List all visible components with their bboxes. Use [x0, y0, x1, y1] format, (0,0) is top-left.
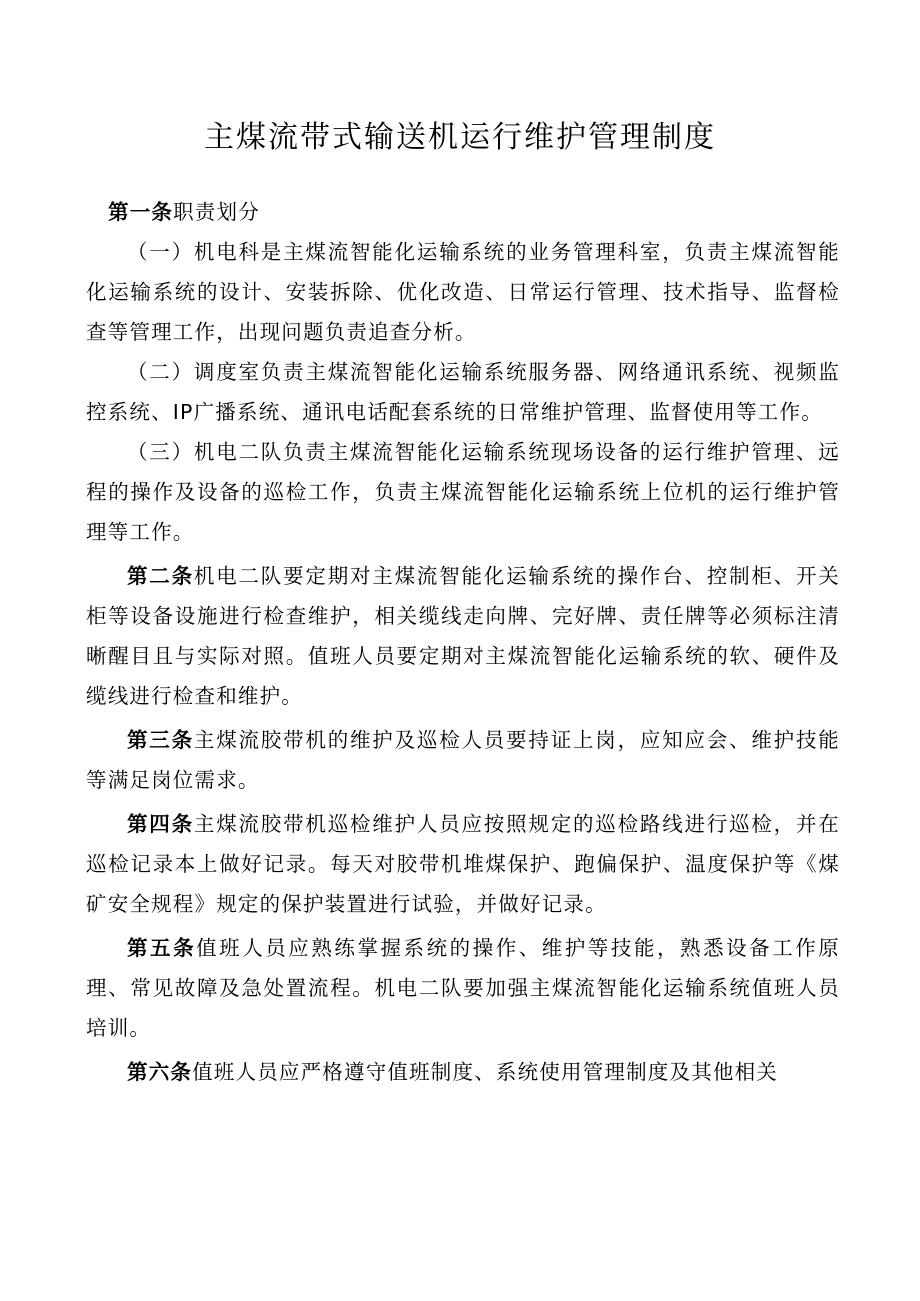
article-4-text: 主煤流胶带机巡检维护人员应按照规定的巡检路线进行巡检，并在巡检记录本上做好记录。每天对胶带机堆煤保护、跑偏保护、温度保护等《煤矿安全规程》规定的保护装置进行试验，并做好记录。	[86, 812, 840, 916]
article-3-label: 第三条	[127, 728, 194, 752]
article-1-heading	[86, 192, 840, 232]
article-1-item-1: （一）机电科是主煤流智能化运输系统的业务管理科室，负责主煤流智能化运输系统的设计、安装拆除、优化改造、日常运行管理、技术指导、监督检查等管理工作，出现问题负责追查分析。	[86, 240, 840, 344]
article-1-label: 第一条	[108, 200, 174, 224]
article-1-text: 职责划分	[173, 200, 260, 224]
article-3	[86, 720, 840, 800]
article-5-text: 值班人员应熟练掌握系统的操作、维护等技能，熟悉设备工作原理、常见故障及急处置流程。机电二队要加强主煤流智能化运输系统值班人员培训。	[86, 936, 840, 1040]
article-2	[86, 556, 840, 716]
article-3-text: 主煤流胶带机的维护及巡检人员要持证上岗，应知应会、维护技能等满足岗位需求。	[86, 728, 840, 792]
article-1-item-2: （二）调度室负责主煤流智能化运输系统服务器、网络通讯系统、视频监控系统、IP广播系统、通讯电话配套系统的日常维护管理、监督使用等工作。	[86, 360, 840, 424]
article-1-item-3: （三）机电二队负责主煤流智能化运输系统现场设备的运行维护管理、远程的操作及设备的巡检工作，负责主煤流智能化运输系统上位机的运行维护管理等工作。	[86, 440, 840, 544]
article-6-text: 值班人员应严格遵守值班制度、系统使用管理制度及其他相关	[192, 1060, 779, 1084]
article-5-label: 第五条	[127, 936, 197, 960]
article-4	[86, 804, 840, 924]
article-5	[86, 928, 840, 1048]
article-6-label: 第六条	[127, 1060, 193, 1084]
article-2-label: 第二条	[127, 564, 194, 588]
article-2-text: 机电二队要定期对主煤流智能化运输系统的操作台、控制柜、开关柜等设备设施进行检查维护，相关缆线走向牌、完好牌、责任牌等必须标注清晰醒目且与实际对照。值班人员要定期对主煤流智能化运输系统的软、硬件及缆线进行检查和维护。	[86, 564, 840, 708]
document-title: 主煤流带式输送机运行维护管理制度	[204, 120, 716, 155]
article-4-label: 第四条	[127, 812, 194, 836]
document-body	[86, 192, 840, 1092]
article-6	[86, 1052, 840, 1092]
